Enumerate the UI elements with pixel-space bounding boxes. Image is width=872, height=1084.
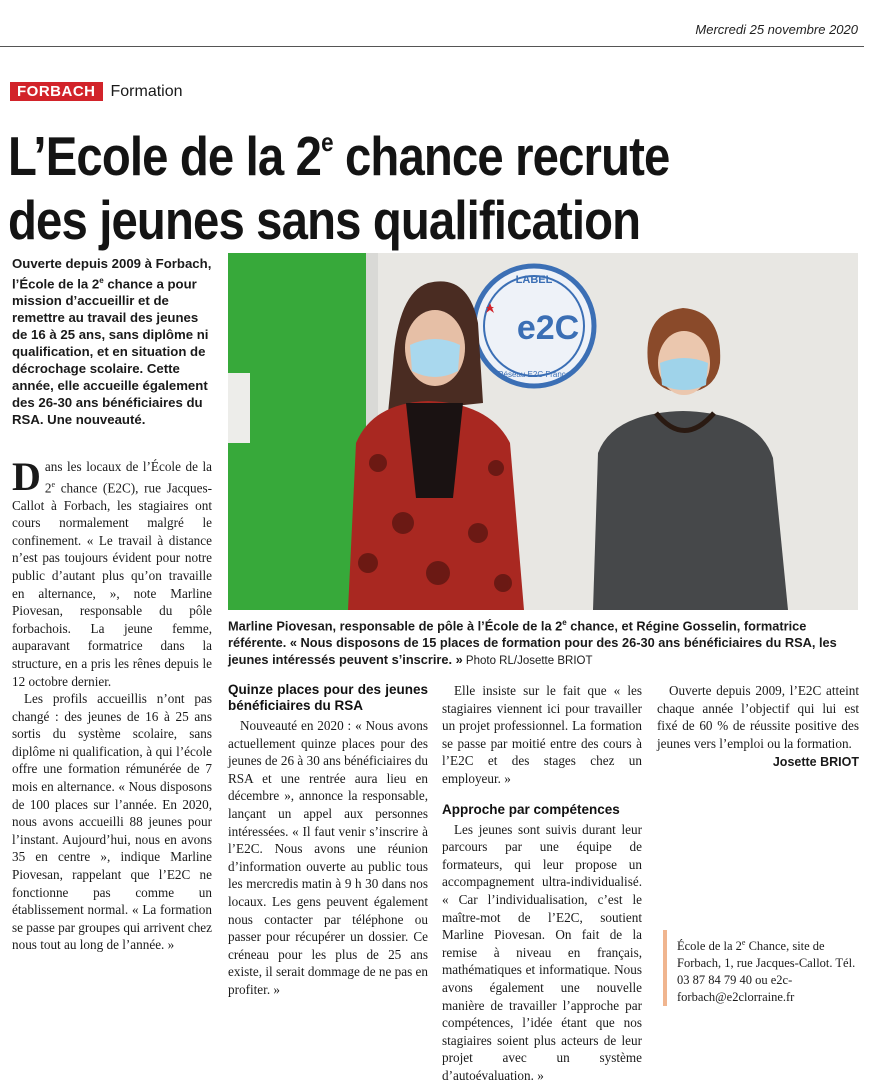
subheading-rsa: Quinze places pour des jeunes bénéficiaires du RSA <box>228 682 428 713</box>
drop-cap: D <box>12 454 41 499</box>
rubric-label: Formation <box>110 82 183 100</box>
article-column-2 <box>228 682 428 999</box>
article-column-1 <box>12 454 212 954</box>
author-signature: Josette BRIOT <box>772 755 859 770</box>
kicker <box>10 82 183 101</box>
face-mask-right <box>660 358 708 390</box>
body-paragraph: Les jeunes sont suivis durant leur parcours par une équipe de formateurs, qui leur propose un accompagnement ultra-individualisé. « Car l’individualisation, c’est le maître-mot de l’E2C, soutient Marline Piovesan. On fait de la remise à niveau en français, mathématiques et informatique. Nous avons également une nouvelle manière de travailler l’approche par compétences, l’idée étant que nos stagiaires soient plus acteurs de leur projet avec un système d’autoévaluation. » <box>442 821 642 1083</box>
body-paragraph: Les profils accueillis n’ont pas changé : des jeunes de 16 à 25 ans sortis du système scolaire, sans diplôme ni qualification, à qui l’école offre une formation rémunérée de 7 mois en alternance. « Nous disposons de 100 places sur l’année. En 2020, nous avons accueilli 88 jeunes pour l’instant. Aujourd’hui, nous en avons 35 en centre », indique Marline Piovesan, rappelant que l’E2C ne fonctionne pas comme un établissement normal. « La formation se passe par groupes qui arrivent chez nous tout au long de l’année. » <box>12 691 212 953</box>
headline: L’Ecole de la 2e chance recrute des jeunes sans qualification <box>8 125 670 251</box>
body-paragraph: Ouverte depuis 2009, l’E2C atteint chaque année l’objectif qui lui est fixé de 60 % de réussite positive des jeunes vers l’emploi ou la formation. <box>657 683 859 751</box>
face-mask-left <box>410 339 460 377</box>
photo-illustration <box>228 253 858 610</box>
location-badge: FORBACH <box>10 82 103 101</box>
body-paragraph: Dans les locaux de l’École de la 2e chance (E2C), rue Jacques-Callot à Forbach, les stagiaires ont cours normalement malgré le confinement. « Le travail à distance n’est pas toujours évident pour notre public d’autant plus qu’on travaille en alternance, », note Marline Piovesan, responsable du pôle forbachois. La jeune femme, auparavant formatrice dans la structure, en a pris les rênes depuis le 12 octobre dernier. <box>12 454 212 689</box>
lead-paragraph: Ouverte depuis 2009 à Forbach, l’École de la 2e chance a pour mission d’accueillir et de remettre au travail des jeunes de 16 à 25 ans, sans diplôme ni qualification, et en situation de décrochage scolaire. Cette année, elle accueille également des 26-30 ans bénéficiaires du RSA. Une nouveauté. <box>12 256 212 428</box>
article-column-4 <box>657 682 859 772</box>
svg-text:LABEL: LABEL <box>515 274 553 286</box>
photo-caption: Marline Piovesan, responsable de pôle à l’École de la 2e chance, et Régine Gosselin, formatrice référente. « Nous disposons de 15 places de formation pour des 26-30 ans bénéficiaires du RSA, les jeunes intéressés peuvent s’inscrire. » Photo RL/Josette BRIOT <box>228 618 837 668</box>
contact-infobox: École de la 2e Chance, site de Forbach, 1, rue Jacques-Callot. Tél. 03 87 84 79 40 ou e2c-forbach@e2clorraine.fr <box>663 930 861 1006</box>
svg-text:e2C: e2C <box>516 309 580 347</box>
body-paragraph: Elle insiste sur le fait que « les stagiaires viennent ici pour travailler un projet professionnel. La formation se passe par moitié entre des cours à l’E2C et des stages chez un employeur. » <box>442 683 642 786</box>
woman-right-sweater <box>593 411 788 610</box>
publication-date: Mercredi 25 novembre 2020 <box>695 22 858 37</box>
header-rule <box>0 46 864 47</box>
article-column-3 <box>442 682 642 1084</box>
svg-text:Réseau E2C France: Réseau E2C France <box>497 370 571 379</box>
photo-credit: Photo RL/Josette BRIOT <box>462 655 593 668</box>
subheading-competences: Approche par compétences <box>442 801 620 817</box>
article-photo <box>228 253 858 610</box>
body-paragraph: Nouveauté en 2020 : « Nous avons actuellement quinze places pour des jeunes de 26 à 30 ans bénéficiaires du RSA et une rentrée aura lieu en décembre », annonce la responsable, lançant un appel aux personnes intéressées. « Il faut venir s’inscrire à l’E2C. Nous avons une réunion d’information ouverte au public tous les mercredis matin à 9 h 30 dans nos locaux. Les gens peuvent également nous contacter par téléphone ou passer pour récupérer un dossier. Ce créneau pour les plus de 25 ans existe, il serait dommage de ne pas en profiter. » <box>228 718 428 997</box>
